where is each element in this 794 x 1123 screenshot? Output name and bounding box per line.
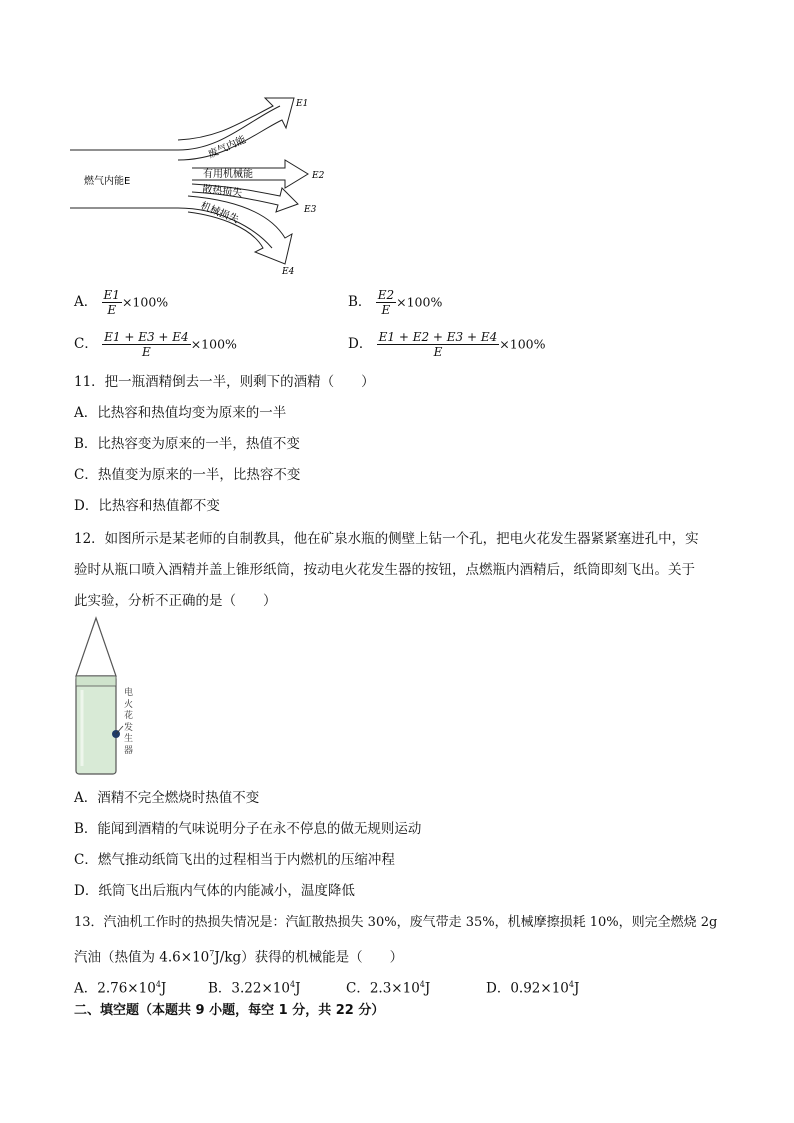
fraction: $\frac{E1}{E}$ bbox=[103, 288, 120, 317]
e4-label: E4 bbox=[282, 267, 295, 277]
q12-option-c: C．燃气推动纸筒飞出的过程相当于内燃机的压缩冲程 bbox=[74, 852, 395, 868]
q13-option-d: D．$0.92\times 10^4J$ bbox=[486, 980, 580, 997]
q12-stem-line1: 12．如图所示是某老师的自制教具，他在矿泉水瓶的侧壁上钻一个孔，把电火花发生器紧紧塞进孔中，实 bbox=[74, 531, 699, 547]
e2-label: E2 bbox=[312, 171, 325, 181]
q12-option-b: B．能闻到酒精的气味说明分子在永不停息的做无规则运动 bbox=[74, 821, 422, 837]
e1-label: E1 bbox=[296, 99, 309, 109]
input-label: 燃气内能E bbox=[84, 176, 131, 187]
q13-option-a: A．$2.76\times 10^4J$ bbox=[74, 980, 167, 997]
q13-option-b: B．$3.22\times 10^4J$ bbox=[208, 980, 301, 997]
paper-cone bbox=[76, 618, 116, 676]
q10-option-b: B． $\frac{E2}{E}$ ×100% bbox=[348, 288, 443, 317]
q10-option-a: A． $\frac{E1}{E}$ ×100% bbox=[74, 288, 169, 317]
energy-flow-diagram bbox=[60, 88, 360, 283]
fraction: $\frac{E1 + E2 + E3 + E4}{E}$ bbox=[378, 330, 498, 359]
igniter-label: 电 火 花 发 生 器 bbox=[124, 688, 134, 756]
q11-option-b: B．比热容变为原来的一半，热值不变 bbox=[74, 436, 300, 452]
q12-stem-line3: 此实验，分析不正确的是（ ） bbox=[74, 593, 277, 609]
q12-stem-line2: 验时从瓶口喷入酒精并盖上锥形纸筒，按动电火花发生器的按钮，点燃瓶内酒精后，纸筒即刻飞出。关于 bbox=[74, 562, 695, 578]
fraction: $\frac{E2}{E}$ bbox=[377, 288, 395, 317]
waste-gas-label: 废气内能 bbox=[206, 134, 248, 161]
section-2-heading: 二、填空题（本题共 9 小题，每空 1 分，共 22 分） bbox=[74, 1003, 385, 1018]
q11-option-c: C．热值变为原来的一半，比热容不变 bbox=[74, 467, 301, 483]
bottle-figure bbox=[70, 616, 150, 778]
q11-option-a: A．比热容和热值均变为原来的一半 bbox=[74, 405, 287, 421]
trunk-upper-line bbox=[70, 106, 280, 150]
heat-loss-label: 散热损失 bbox=[201, 184, 243, 200]
q12-option-a: A．酒精不完全燃烧时热值不变 bbox=[74, 790, 260, 806]
fraction: $\frac{E1 + E3 + E4}{E}$ bbox=[104, 330, 189, 359]
q10-option-d: D． $\frac{E1 + E2 + E3 + E4}{E}$ ×100% bbox=[348, 330, 546, 359]
bottle-neck-band bbox=[76, 676, 116, 686]
q13-stem-line1: 13．汽油机工作时的热损失情况是：汽缸散热损失 30%，废气带走 35%，机械摩擦损耗 10%，则完全燃烧 2g bbox=[74, 915, 718, 930]
q13-stem-line2: 汽油（热值为 $4.6\times 10^7J/kg$）获得的机械能是（ ） bbox=[74, 949, 404, 966]
useful-label: 有用机械能 bbox=[203, 169, 253, 180]
q11-stem: 11．把一瓶酒精倒去一半，则剩下的酒精（ ） bbox=[74, 374, 375, 390]
mech-loss-label: 机械损失 bbox=[198, 200, 241, 226]
q13-option-c: C．$2.3\times 10^4J$ bbox=[346, 980, 431, 997]
q11-option-d: D．比热容和热值都不变 bbox=[74, 498, 220, 514]
q12-option-d: D．纸筒飞出后瓶内气体的内能减小，温度降低 bbox=[74, 883, 355, 899]
q10-option-c: C． $\frac{E1 + E3 + E4}{E}$ ×100% bbox=[74, 330, 237, 359]
e3-label: E3 bbox=[304, 205, 317, 215]
